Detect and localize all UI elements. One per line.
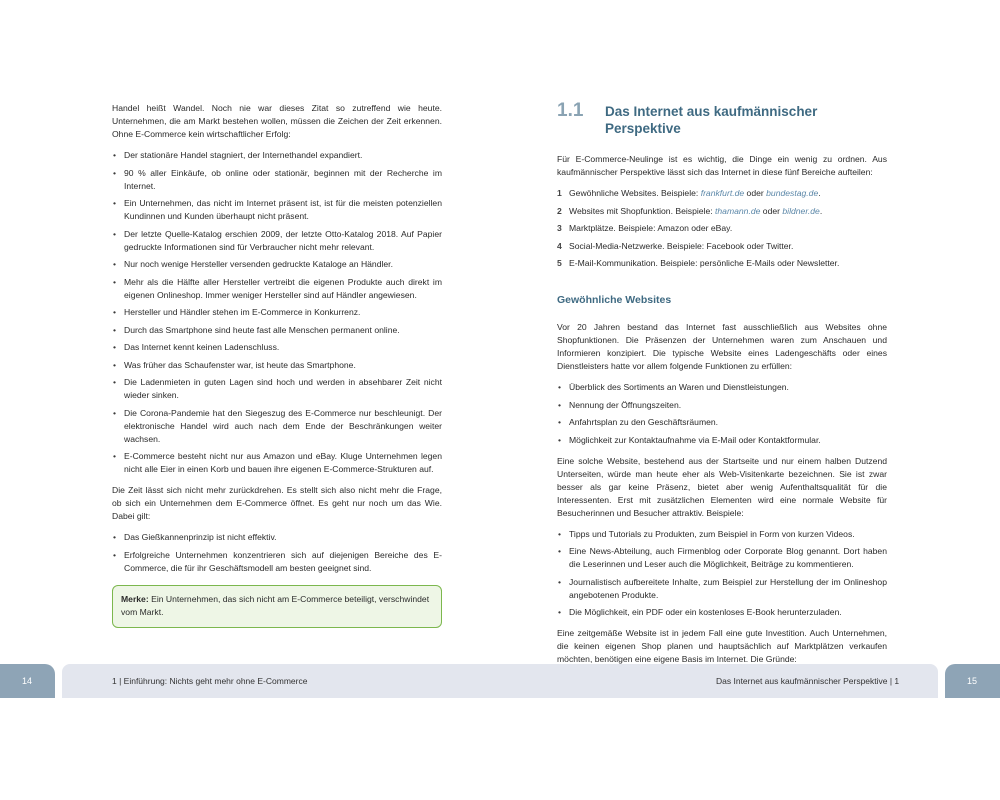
item-label: E-Mail-Kommunikation. Beispiele: persönliche E-Mails oder Newsletter.	[569, 258, 840, 268]
list-item: • Nur noch wenige Hersteller versenden gedruckte Kataloge an Händler.	[112, 258, 442, 271]
list-item: • Der stationäre Handel stagniert, der Internethandel expandiert.	[112, 149, 442, 162]
example-link[interactable]: frankfurt.de	[700, 188, 745, 198]
item-number: 5	[557, 258, 562, 268]
right-bullet-list-1	[557, 381, 887, 447]
numbered-list	[557, 187, 887, 270]
left-text-column	[112, 102, 442, 628]
item-connector: oder	[760, 205, 783, 216]
item-number: 2	[557, 205, 562, 216]
item-number: 3	[557, 223, 562, 233]
numbered-list-item	[557, 222, 887, 235]
left-running-header: 1 | Einführung: Nichts geht mehr ohne E-Commerce	[112, 676, 308, 686]
section-number: 1.1	[557, 100, 584, 121]
item-end: .	[818, 188, 821, 198]
item-label: Social-Media-Netzwerke. Beispiele: Facebook oder Twitter.	[569, 240, 794, 251]
list-item: • Der letzte Quelle-Katalog erschien 2009, der letzte Otto-Katalog 2018. Auf Papier gedruckte Informationen sind für Verbraucher nicht mehr relevant.	[112, 228, 442, 254]
list-item: • Durch das Smartphone sind heute fast alle Menschen permanent online.	[112, 324, 442, 337]
section-heading	[557, 100, 887, 137]
numbered-list-item	[557, 187, 887, 200]
item-number: 4	[557, 240, 562, 251]
list-item: • Die Corona-Pandemie hat den Siegeszug des E-Commerce nur beschleunigt. Der elektronische Handel wird auch nach dem Ende der Beschränkungen weiter wachsen.	[112, 407, 442, 446]
merke-callout-box	[112, 585, 442, 628]
right-paragraph-3: Eine zeitgemäße Website ist in jedem Fall eine gute Investition. Auch Unternehmen, die keinen eigenen Shop planen und hauptsächlich auf Marktplätzen verkaufen möchten, benötigen eine eigene Basis im Internet. Die Gründe:	[557, 628, 887, 664]
right-intro-paragraph: Für E-Commerce-Neulinge ist es wichtig, die Dinge ein wenig zu ordnen. Aus kaufmännischer Perspektive lässt sich das Internet in diese fünf Bereiche aufteilen:	[557, 154, 887, 177]
list-item: • Das Gießkannenprinzip ist nicht effektiv.	[112, 531, 442, 544]
list-item: • Eine News-Abteilung, auch Firmenblog oder Corporate Blog genannt. Dort haben die Leserinnen und Leser auch die Möglichkeit, Beiträge zu kommentieren.	[557, 545, 887, 571]
example-link[interactable]: bundestag.de	[766, 188, 819, 198]
list-item: • Hersteller und Händler stehen im E-Commerce in Konkurrenz.	[112, 306, 442, 319]
list-item: • Die Möglichkeit, ein PDF oder ein kostenloses E-Book herunterzuladen.	[557, 606, 887, 619]
left-page-number: 14	[22, 676, 33, 686]
numbered-list-item	[557, 240, 887, 253]
right-text-column	[557, 100, 887, 674]
left-bullet-list	[112, 149, 442, 476]
subheading: Gewöhnliche Websites	[557, 294, 672, 306]
left-bullet-list-2	[112, 531, 442, 575]
list-item: • 90 % aller Einkäufe, ob online oder stationär, beginnen mit der Recherche im Internet.	[112, 167, 442, 193]
right-page-number: 15	[967, 676, 978, 686]
list-item: • Das Internet kennt keinen Ladenschluss.	[112, 341, 442, 354]
merke-text: Ein Unternehmen, das sich nicht am E-Commerce beteiligt, verschwindet vom Markt.	[121, 593, 430, 617]
item-number: 1	[557, 188, 562, 198]
list-item: • Anfahrtsplan zu den Geschäftsräumen.	[557, 416, 887, 429]
list-item: • Ein Unternehmen, das nicht im Internet präsent ist, ist für die meisten potenziellen Kundinnen und Kunden überhaupt nicht präsent.	[112, 197, 442, 223]
item-label: Marktplätze. Beispiele: Amazon oder eBay.	[569, 223, 733, 233]
left-paragraph-2: Die Zeit lässt sich nicht mehr zurückdrehen. Es stellt sich also nicht mehr die Frage, ob sich ein Unternehmen dem E-Commerce öffnet. Es geht nur noch um das Wie. Dabei gilt:	[112, 485, 442, 521]
numbered-list-item	[557, 257, 887, 270]
right-page	[500, 0, 1000, 664]
right-bullet-list-2	[557, 528, 887, 620]
item-connector: oder	[744, 188, 767, 198]
list-item: • Journalistisch aufbereitete Inhalte, zum Beispiel zur Herstellung der im Onlineshop angebotenen Produkte.	[557, 576, 887, 602]
item-label: Websites mit Shopfunktion. Beispiele:	[569, 205, 716, 216]
list-item: • Tipps und Tutorials zu Produkten, zum Beispiel in Form von kurzen Videos.	[557, 528, 887, 541]
item-end: .	[819, 205, 823, 216]
list-item: • Überblick des Sortiments an Waren und Dienstleistungen.	[557, 381, 887, 394]
left-page	[0, 0, 500, 660]
list-item: • Was früher das Schaufenster war, ist heute das Smartphone.	[112, 359, 442, 372]
item-text	[569, 187, 821, 200]
numbered-list-item	[557, 205, 887, 218]
section-title: Das Internet aus kaufmännischer Perspektive	[605, 104, 818, 136]
right-running-header: Das Internet aus kaufmännischer Perspektive | 1	[716, 676, 900, 686]
list-item: • Nennung der Öffnungszeiten.	[557, 399, 887, 412]
example-link[interactable]: thamann.de	[715, 205, 761, 216]
list-item: • Möglichkeit zur Kontaktaufnahme via E-Mail oder Kontaktformular.	[557, 434, 887, 447]
right-paragraph-1: Vor 20 Jahren bestand das Internet fast ausschließlich aus Websites ohne Shopfunktionen. Die Präsenzen der Unternehmen waren zum Anschauen und Informieren konzipiert. Die typische Website eines Ladengeschäfts oder eines Dienstleisters hatte vor allem folgende Funktionen zu erfüllen:	[557, 322, 887, 371]
merke-label: Merke:	[121, 593, 149, 604]
item-text	[569, 205, 822, 218]
right-paragraph-2: Eine solche Website, bestehend aus der Startseite und nur einem halben Dutzend Unterseiten, würde man heute eher als Web-Visitenkarte bezeichnen. Sie ist zwar besser als gar keine Präsenz, bietet aber wenig Aufenthaltsqualität für die Interessenten. Erst mit zusätzlichen Elementen wird eine normale Website für Besucherinnen und Besucher attraktiv. Beispiele:	[557, 455, 887, 518]
list-item: • Mehr als die Hälfte aller Hersteller vertreibt die eigenen Produkte auch direkt im eigenen Onlineshop. Immer weniger Hersteller sind auf Händler angewiesen.	[112, 276, 442, 302]
list-item: • Erfolgreiche Unternehmen konzentrieren sich auf diejenigen Bereiche des E-Commerce, die für ihr Geschäftsmodell am besten geeignet sind.	[112, 549, 442, 575]
list-item: • E-Commerce besteht nicht nur aus Amazon und eBay. Kluge Unternehmen legen nicht alle Eier in einen Korb und bauen ihre eigenen E-Commerce-Strukturen auf.	[112, 450, 442, 476]
item-label: Gewöhnliche Websites. Beispiele:	[569, 188, 701, 198]
example-link[interactable]: bildner.de	[782, 205, 820, 216]
list-item: • Die Ladenmieten in guten Lagen sind hoch und werden in absehbarer Zeit nicht wieder sinken.	[112, 376, 442, 402]
left-intro-paragraph: Handel heißt Wandel. Noch nie war dieses Zitat so zutreffend wie heute. Unternehmen, die am Markt bestehen wollen, müssen die Zeichen der Zeit erkennen. Ohne E-Commerce kein wirtschaftlicher Erfolg:	[112, 103, 442, 139]
